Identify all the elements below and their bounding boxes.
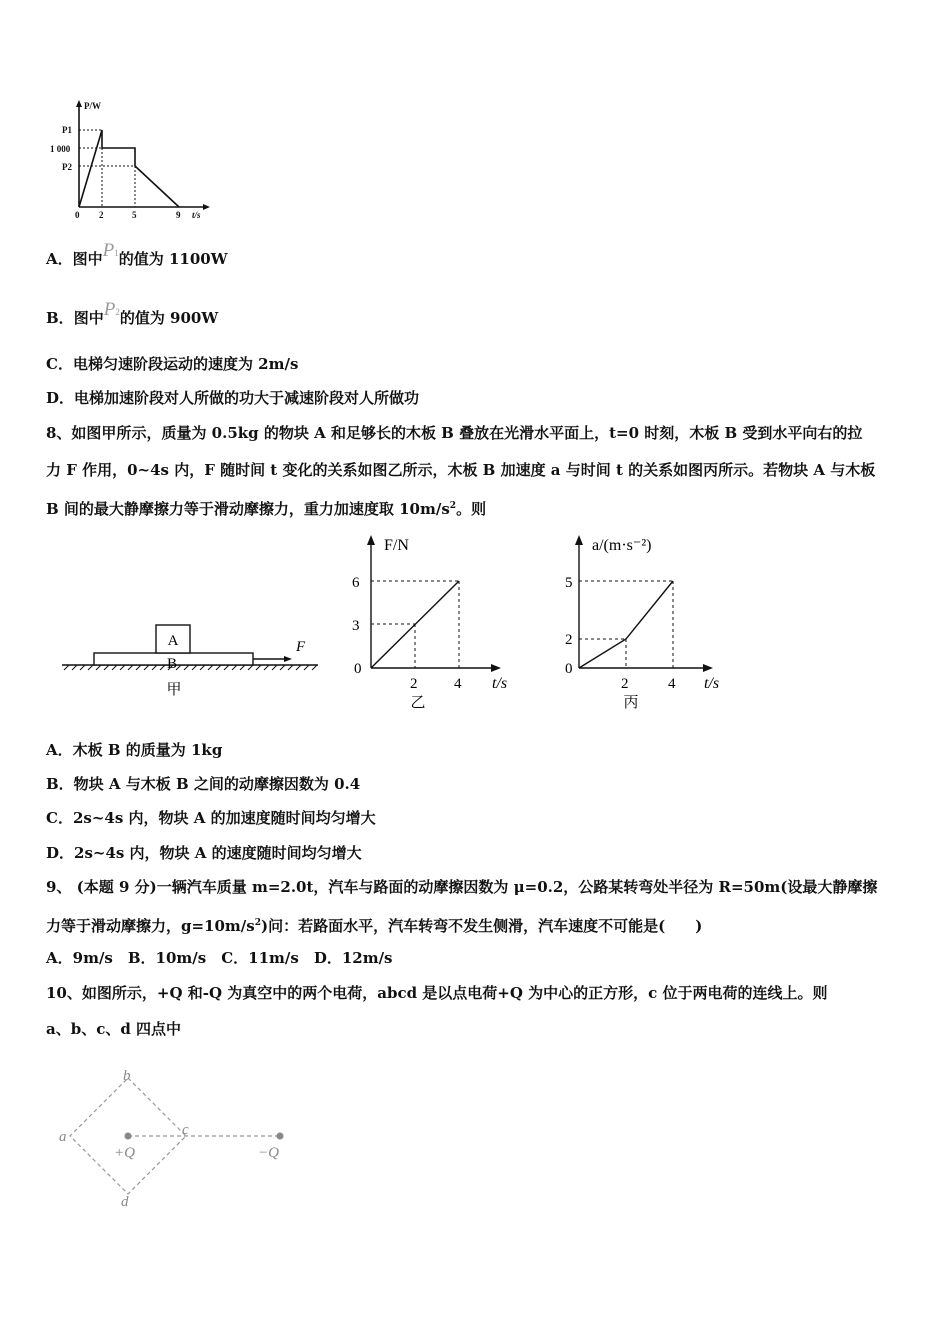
- q8-option-b: B．物块 A 与木板 B 之间的动摩擦因数为 0.4: [46, 775, 361, 793]
- label-positive-q: +Q: [114, 1145, 135, 1161]
- point-a: a: [59, 1129, 67, 1145]
- p1-symbol: P1: [102, 240, 119, 261]
- bing-tick-2x: 2: [621, 676, 629, 692]
- bing-y-label: a/(m·s⁻²): [592, 537, 652, 554]
- bing-tick-2: 2: [565, 632, 573, 648]
- yi-tick-3: 3: [352, 618, 360, 634]
- point-d: d: [121, 1194, 129, 1210]
- q9-stem-line2: 力等于滑动摩擦力，$g=10m/s^2$)问：若路面水平，汽车转弯不发生侧滑，汽车速度不可能是( ): [46, 917, 703, 935]
- positive-charge: [125, 1133, 132, 1140]
- q8-option-d: D．2s~4s 内，物块 A 的速度随时间均匀增大: [46, 844, 362, 862]
- tick-1000: 1 000: [50, 144, 71, 154]
- q8-stem-line3: B 间的最大静摩擦力等于滑动摩擦力，重力加速度取 $10m/s^2$。则: [46, 500, 487, 518]
- yi-tick-2: 2: [410, 676, 418, 692]
- figure-yi-caption: 乙: [410, 695, 426, 711]
- board-b-label: B: [166, 656, 178, 672]
- point-c: c: [182, 1122, 189, 1138]
- figure-jia-caption: 甲: [166, 682, 182, 698]
- q8-stem-line2: 力 F 作用，0~4s 内，F 随时间 t 变化的关系如图乙所示，木板 B 加速度 a 与时间 t 的关系如图丙所示。若物块 A 与木板: [46, 461, 876, 479]
- x-axis-label: t/s: [192, 210, 201, 220]
- negative-charge: [277, 1133, 284, 1140]
- power-time-chart: [44, 96, 220, 220]
- acceleration-line: [579, 581, 673, 668]
- q8-option-a: A．木板 B 的质量为 1kg: [46, 741, 223, 759]
- p2-symbol: P2: [103, 299, 120, 320]
- tick-5: 5: [132, 210, 137, 220]
- figure-jia: [60, 615, 320, 705]
- figure-bing-caption: 丙: [623, 695, 639, 711]
- force-label: F: [296, 639, 306, 655]
- tick-p2: P2: [62, 162, 72, 172]
- yi-y-label: F/N: [384, 537, 409, 554]
- q7-option-a: A．图中P1的值为 1100W: [46, 240, 228, 268]
- q7-option-b: B．图中P2的值为 900W: [46, 299, 219, 327]
- y-axis-label: P/W: [84, 101, 101, 111]
- tick-2: 2: [99, 210, 104, 220]
- yi-tick-4: 4: [454, 676, 462, 692]
- bing-x-label: t/s: [704, 675, 720, 692]
- power-curve: [79, 130, 179, 207]
- q7-option-d: D．电梯加速阶段对人所做的功大于减速阶段对人所做功: [46, 389, 420, 407]
- tick-9: 9: [176, 210, 181, 220]
- q10-stem-line1: 10、如图所示，+Q 和-Q 为真空中的两个电荷，abcd 是以点电荷+Q 为中心的正方形，c 位于两电荷的连线上。则: [46, 984, 828, 1002]
- y-axis-arrow: [76, 100, 82, 107]
- bing-tick-5: 5: [565, 575, 573, 591]
- figure-bing-acceleration-chart: [556, 532, 746, 712]
- charges-figure: [52, 1062, 302, 1212]
- tick-0: 0: [75, 210, 80, 220]
- point-b: b: [123, 1068, 131, 1084]
- q10-stem-line2: a、b、c、d 四点中: [46, 1020, 182, 1038]
- yi-tick-6: 6: [352, 575, 360, 591]
- x-axis-arrow: [203, 204, 210, 210]
- q9-stem-line1: 9、 (本题 9 分)一辆汽车质量 m=2.0t，汽车与路面的动摩擦因数为 μ=0.2，公路某转弯处半径为 R=50m(设最大静摩擦: [46, 878, 878, 896]
- q7-option-c: C．电梯匀速阶段运动的速度为 2m/s: [46, 355, 299, 373]
- bing-tick-4x: 4: [668, 676, 676, 692]
- q9-options: A．9m/s B．10m/s C．11m/s D．12m/s: [46, 949, 393, 967]
- figure-yi-force-chart: [346, 532, 536, 712]
- bing-tick-0: 0: [565, 661, 573, 677]
- yi-tick-0: 0: [354, 661, 362, 677]
- label-negative-q: −Q: [258, 1145, 279, 1161]
- q8-option-c: C．2s~4s 内，物块 A 的加速度随时间均匀增大: [46, 809, 376, 827]
- tick-p1: P1: [62, 125, 72, 135]
- block-a-label: A: [167, 633, 179, 649]
- q8-stem-line1: 8、如图甲所示，质量为 0.5kg 的物块 A 和足够长的木板 B 叠放在光滑水平面上，t=0 时刻，木板 B 受到水平向右的拉: [46, 424, 863, 442]
- yi-x-label: t/s: [492, 675, 508, 692]
